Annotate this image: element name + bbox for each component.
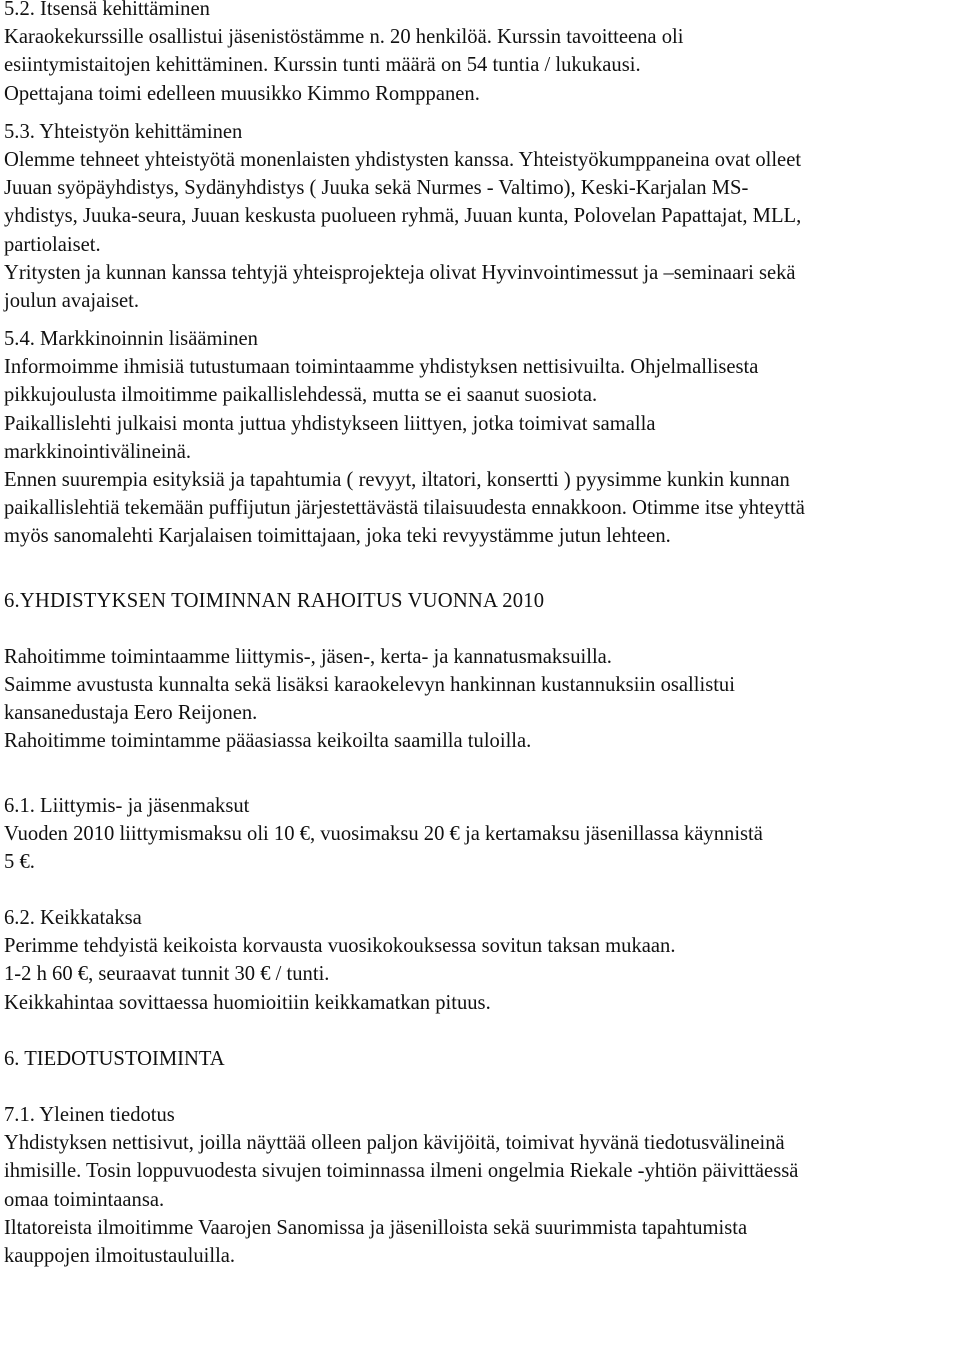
paragraph-line: Karaokekurssille osallistui jäsenistöstämme n. 20 henkilöä. Kurssin tavoitteena oli: [4, 26, 684, 49]
chapter-heading: 6. TIEDOTUSTOIMINTA: [4, 1047, 225, 1070]
paragraph-line: markkinointivälineinä.: [4, 440, 192, 463]
paragraph-line: Perimme tehdyistä keikoista korvausta vuosikokouksessa sovitun taksan mukaan.: [4, 935, 676, 958]
document-page: [4, 0, 956, 1270]
paragraph-line: Iltatoreista ilmoitimme Vaarojen Sanomissa ja jäsenilloista sekä suurimmista tapahtumista: [4, 1216, 748, 1239]
paragraph-line: yhdistys, Juuka-seura, Juuan keskusta puolueen ryhmä, Juuan kunta, Polovelan Papattajat, MLL,: [4, 205, 802, 228]
section-5-3: [4, 118, 956, 315]
section-6-communication: [4, 1045, 956, 1073]
paragraph-line: partiolaiset.: [4, 233, 101, 256]
paragraph-line: pikkujoulusta ilmoitimme paikallislehdessä, mutta se ei saanut suosiota.: [4, 384, 598, 407]
paragraph-line: ihmisille. Tosin loppuvuodesta sivujen toiminnassa ilmeni ongelmia Riekale -yhtiön päivittäessä: [4, 1160, 799, 1183]
chapter-heading: 6.YHDISTYKSEN TOIMINNAN RAHOITUS VUONNA 2010: [4, 589, 545, 612]
section-heading: 5.3. Yhteistyön kehittäminen: [4, 120, 243, 143]
section-6-1: [4, 792, 956, 877]
paragraph-line: kauppojen ilmoitustauluilla.: [4, 1244, 236, 1267]
section-heading: 7.1. Yleinen tiedotus: [4, 1104, 175, 1126]
paragraph-line: Juuan syöpäyhdistys, Sydänyhdistys ( Juuka sekä Nurmes - Valtimo), Keski-Karjalan MS-: [4, 177, 749, 200]
paragraph-line: Keikkahintaa sovittaessa huomioitiin keikkamatkan pituus.: [4, 991, 491, 1014]
paragraph-line: Opettajana toimi edelleen muusikko Kimmo Romppanen.: [4, 82, 480, 105]
paragraph-line: Rahoitimme toimintamme pääasiassa keikoilta saamilla tuloilla.: [4, 730, 532, 753]
section-heading: 5.2. Itsensä kehittäminen: [4, 0, 210, 20]
section-5-4: [4, 325, 956, 551]
paragraph-line: Saimme avustusta kunnalta sekä lisäksi karaokelevyn hankinnan kustannuksiin osallistui: [4, 673, 735, 696]
paragraph-line: Paikallislehti julkaisi monta juttua yhdistykseen liittyen, jotka toimivat samalla: [4, 412, 656, 435]
paragraph-line: Informoimme ihmisiä tutustumaan toimintaamme yhdistyksen nettisivuilta. Ohjelmallisesta: [4, 356, 759, 379]
section-5-2: [4, 0, 956, 108]
section-6-2: [4, 904, 956, 1017]
paragraph-line: kansanedustaja Eero Reijonen.: [4, 702, 258, 725]
section-6-funding: [4, 587, 956, 756]
section-heading: 6.2. Keikkataksa: [4, 907, 142, 930]
paragraph-line: paikallislehtiä tekemään puffijutun järjestettävästä tilaisuudesta ennakkoon. Otimme itse yhteyttä: [4, 497, 805, 520]
section-heading: 6.1. Liittymis- ja jäsenmaksut: [4, 794, 250, 817]
section-heading: 5.4. Markkinoinnin lisääminen: [4, 328, 258, 351]
paragraph-line: Vuoden 2010 liittymismaksu oli 10 €, vuosimaksu 20 € ja kertamaksu jäsenillassa käynnistä: [4, 822, 763, 845]
paragraph-line: Olemme tehneet yhteistyötä monenlaisten yhdistysten kanssa. Yhteistyökumppaneina ovat olleet: [4, 148, 802, 171]
paragraph-line: 1-2 h 60 €, seuraavat tunnit 30 € / tunti.: [4, 963, 330, 986]
section-7-1: [4, 1101, 956, 1270]
paragraph-line: Yritysten ja kunnan kanssa tehtyjä yhteisprojekteja olivat Hyvinvointimessut ja –seminaari sekä: [4, 261, 796, 284]
paragraph-line: esiintymistaitojen kehittäminen. Kurssin tunti määrä on 54 tuntia / lukukausi.: [4, 54, 641, 77]
paragraph-line: Rahoitimme toimintaamme liittymis-, jäsen-, kerta- ja kannatusmaksuilla.: [4, 645, 612, 668]
paragraph-line: Yhdistyksen nettisivut, joilla näyttää olleen paljon kävijöitä, toimivat hyvänä tiedotusvälineinä: [4, 1132, 785, 1155]
paragraph-line: 5 €.: [4, 850, 35, 873]
paragraph-line: omaa toimintaansa.: [4, 1188, 165, 1211]
paragraph-line: Ennen suurempia esityksiä ja tapahtumia ( revyyt, iltatori, konsertti ) pyysimme kunkin kunnan: [4, 469, 790, 491]
paragraph-line: joulun avajaiset.: [4, 289, 139, 312]
paragraph-line: myös sanomalehti Karjalaisen toimittajaan, joka teki revyystämme jutun lehteen.: [4, 525, 671, 548]
